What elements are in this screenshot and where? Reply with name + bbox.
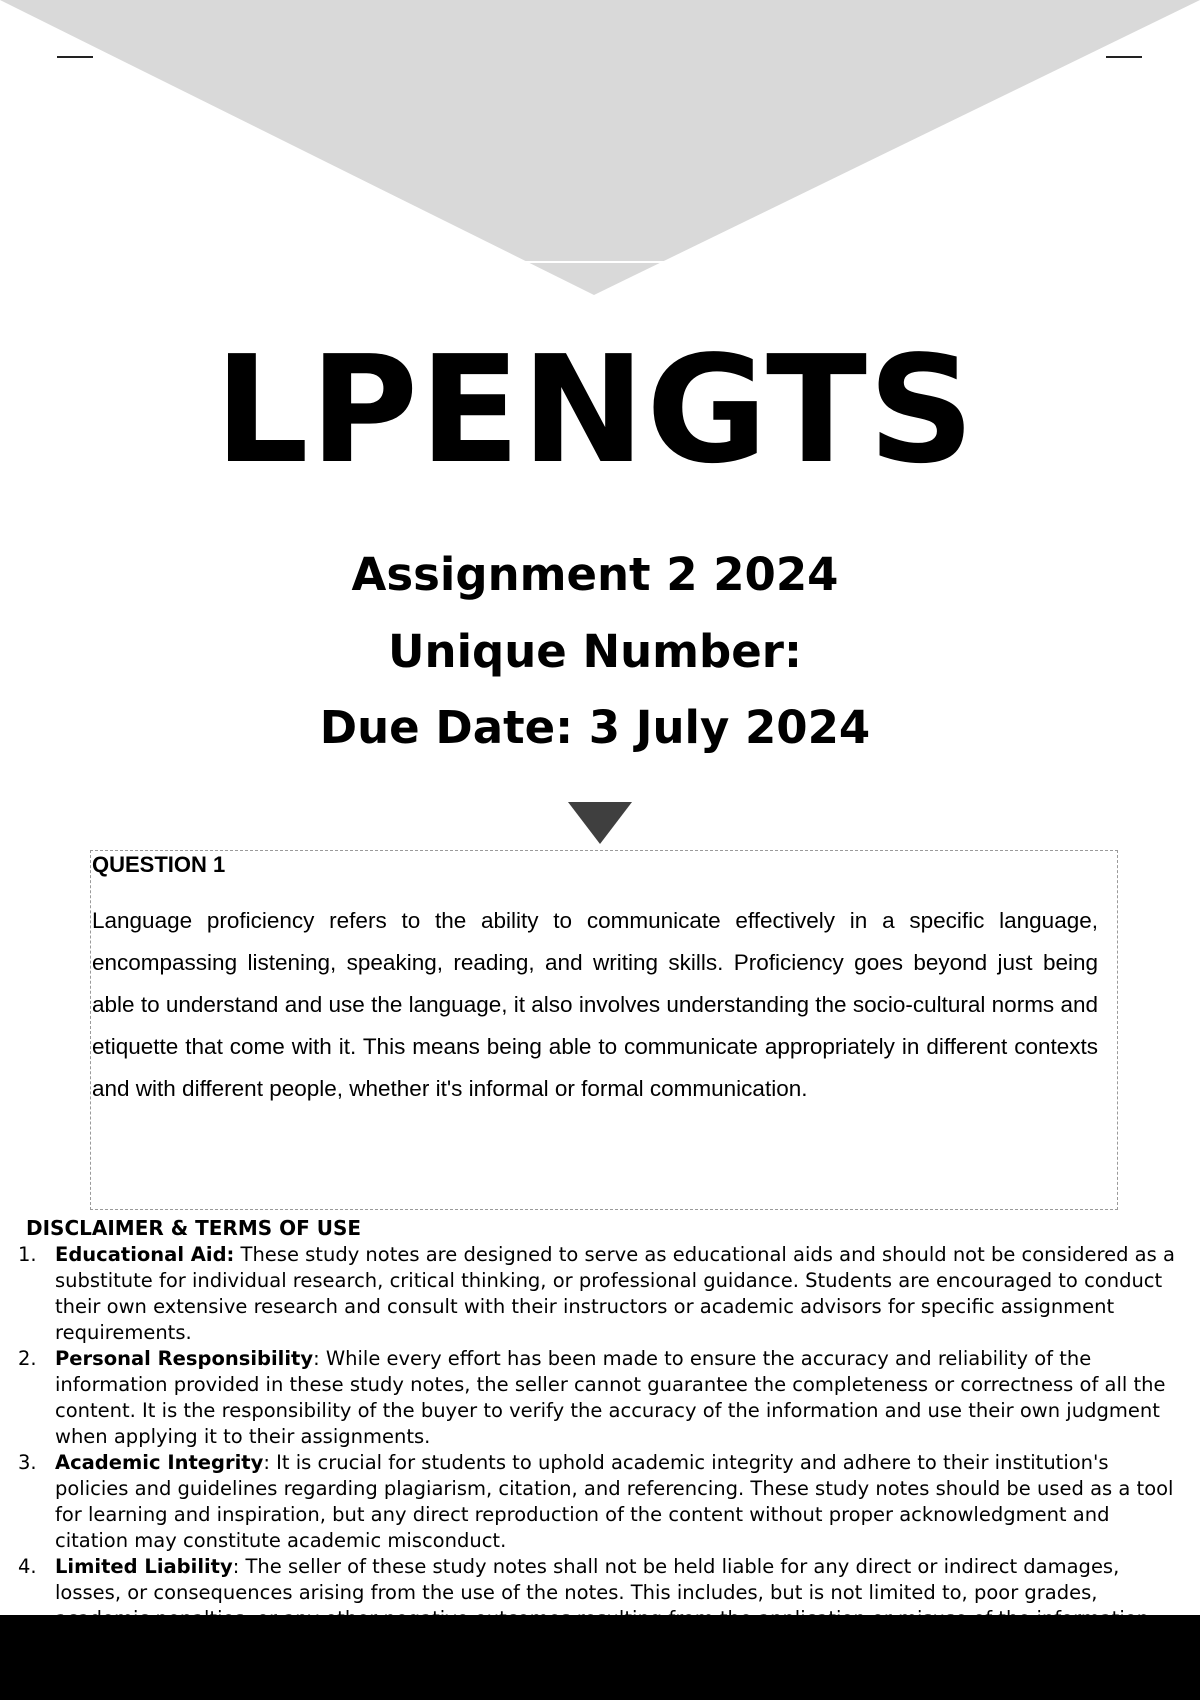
- disclaimer-item-number: 4.: [18, 1555, 37, 1578]
- disclaimer-item-text: : It is crucial for students to uphold academic integrity and adhere to their institution's policies and guidelines regarding plagiarism, citation, and referencing. These study notes should be used as a tool for learning and inspiration, but any direct reproduction of the content without proper acknowledgment and citation may constitute academic misconduct.: [55, 1451, 1174, 1552]
- disclaimer-item-term: Academic Integrity: [55, 1451, 264, 1474]
- unique-number-label: Unique Number:: [388, 625, 802, 678]
- disclaimer-list: [18, 1242, 1188, 1632]
- disclaimer-item-number: 3.: [18, 1451, 37, 1474]
- disclaimer-item-text: : While every effort has been made to ensure the accuracy and reliability of the information provided in these study notes, the seller cannot guarantee the completeness or correctness of all the content. It is the responsibility of the buyer to verify the accuracy of the information and use their own judgment when applying it to their assignments.: [55, 1347, 1166, 1448]
- disclaimer-item-term: Educational Aid:: [55, 1243, 235, 1266]
- question-title: QUESTION 1: [92, 852, 226, 877]
- disclaimer-item-text: These study notes are designed to serve as educational aids and should not be considered as a substitute for individual research, critical thinking, or professional guidance. Students are encouraged to conduct their own extensive research and consult with their instructors or academic advisors for specific assignment requirements.: [55, 1243, 1175, 1344]
- disclaimer-item-number: 2.: [18, 1347, 37, 1370]
- corner-mark-left: [57, 56, 93, 58]
- due-date-label: Due Date: 3 July 2024: [319, 701, 871, 754]
- disclaimer-item-text: : The seller of these study notes shall not be held liable for any direct or indirect damages, losses, or consequences arising from the use of the notes. This includes, but is not limited to, poor grades,: [55, 1555, 1120, 1604]
- chevron-shape: [0, 0, 1200, 295]
- disclaimer-item-academic-integrity: [18, 1450, 1188, 1554]
- assignment-label: Assignment 2 2024: [351, 548, 839, 601]
- document-title: LPENGTS: [214, 324, 976, 496]
- chevron-banner: [0, 0, 1200, 300]
- question-body: Language proficiency refers to the ability to communicate effectively in a specific language, encompassing listening, speaking, reading, and writing skills. Proficiency goes beyond just being able to understand and use the language, it also involves understanding the socio-cultural norms and etiquette that come with it. This means being able to communicate appropriately in different contexts and with different people, whether it's informal or formal communication.: [92, 908, 1098, 1101]
- disclaimer-item-personal-responsibility: [18, 1346, 1188, 1450]
- disclaimer-title: DISCLAIMER & TERMS OF USE: [26, 1216, 362, 1240]
- disclaimer-item-educational-aid: [18, 1242, 1188, 1346]
- down-triangle-icon: [568, 802, 632, 844]
- disclaimer-item-term: Personal Responsibility: [55, 1347, 314, 1370]
- disclaimer-item-term: Limited Liability: [55, 1555, 233, 1578]
- disclaimer-item-number: 1.: [18, 1243, 37, 1266]
- corner-mark-right: [1106, 56, 1142, 58]
- bottom-black-bar: [0, 1615, 1200, 1700]
